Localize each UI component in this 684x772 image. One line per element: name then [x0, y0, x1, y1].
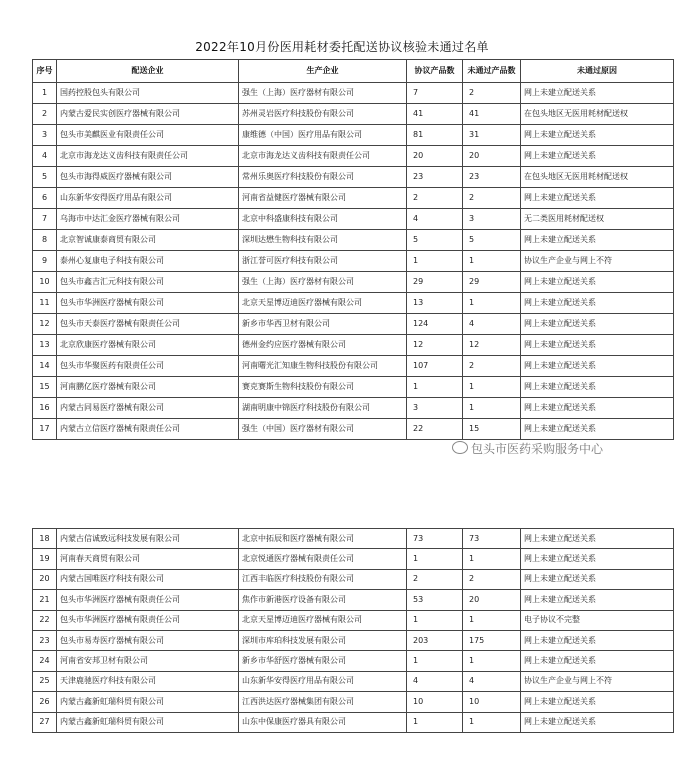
table-row: [33, 356, 674, 377]
table-row: [33, 83, 674, 104]
cell-seq: 18: [33, 529, 57, 549]
cell-distributor: 河南鹏亿医疗器械有限公司: [57, 377, 239, 398]
cell-seq: 16: [33, 398, 57, 419]
cell-distributor: 北京市海龙达义齿科技有限责任公司: [57, 146, 239, 167]
table-row: [33, 569, 674, 589]
cell-seq: 2: [33, 104, 57, 125]
cell-seq: 13: [33, 335, 57, 356]
cell-seq: 24: [33, 651, 57, 671]
cell-distributor: 包头市美麒医业有限责任公司: [57, 125, 239, 146]
cell-distributor: 包头市海得威医疗器械有限公司: [57, 167, 239, 188]
cell-manufacturer: 北京市海龙达义齿科技有限责任公司: [239, 146, 407, 167]
cell-seq: 3: [33, 125, 57, 146]
cell-reason: 网上未建立配送关系: [521, 569, 674, 589]
cell-failed-count: 73: [463, 529, 521, 549]
header-agreement-count: 协议产品数: [407, 60, 463, 83]
cell-failed-count: 1: [463, 712, 521, 732]
cell-failed-count: 20: [463, 590, 521, 610]
cell-seq: 12: [33, 314, 57, 335]
cell-failed-count: 1: [463, 251, 521, 272]
cell-failed-count: 12: [463, 335, 521, 356]
cell-agreement-count: 1: [407, 712, 463, 732]
cell-failed-count: 4: [463, 671, 521, 691]
cell-agreement-count: 2: [407, 569, 463, 589]
table-row: [33, 251, 674, 272]
cell-agreement-count: 73: [407, 529, 463, 549]
table-row: [33, 692, 674, 712]
cell-seq: 26: [33, 692, 57, 712]
cell-manufacturer: 江西丰临医疗科技股份有限公司: [239, 569, 407, 589]
cell-reason: 网上未建立配送关系: [521, 651, 674, 671]
cell-manufacturer: 德州金约应医疗器械有限公司: [239, 335, 407, 356]
cell-failed-count: 2: [463, 569, 521, 589]
cell-manufacturer: 河南曙光汇知康生物科技股份有限公司: [239, 356, 407, 377]
cell-distributor: 北京欣康医疗器械有限公司: [57, 335, 239, 356]
cell-distributor: 乌海市中达汇金医疗器械有限公司: [57, 209, 239, 230]
cell-reason: 网上未建立配送关系: [521, 712, 674, 732]
cell-failed-count: 4: [463, 314, 521, 335]
table-row: [33, 230, 674, 251]
cell-seq: 4: [33, 146, 57, 167]
cell-manufacturer: 强生（上海）医疗器材有限公司: [239, 83, 407, 104]
header-distributor: 配送企业: [57, 60, 239, 83]
cell-failed-count: 1: [463, 651, 521, 671]
cell-reason: 在包头地区无医用耗材配送权: [521, 104, 674, 125]
cell-seq: 5: [33, 167, 57, 188]
cell-agreement-count: 13: [407, 293, 463, 314]
cell-distributor: 河南省安邦卫材有限公司: [57, 651, 239, 671]
cell-failed-count: 1: [463, 377, 521, 398]
cell-seq: 14: [33, 356, 57, 377]
cell-distributor: 包头市鑫吉汇元科技有限公司: [57, 272, 239, 293]
cell-agreement-count: 203: [407, 630, 463, 650]
cell-failed-count: 175: [463, 630, 521, 650]
table-row: [33, 590, 674, 610]
cell-distributor: 包头市华聚医药有限责任公司: [57, 356, 239, 377]
table-row: [33, 272, 674, 293]
header-failed-count: 未通过产品数: [463, 60, 521, 83]
cell-failed-count: 10: [463, 692, 521, 712]
cell-reason: 网上未建立配送关系: [521, 314, 674, 335]
cell-distributor: 山东新华安得医疗用品有限公司: [57, 188, 239, 209]
cell-failed-count: 1: [463, 610, 521, 630]
cell-distributor: 包头市华洲医疗器械有限责任公司: [57, 610, 239, 630]
cell-failed-count: 15: [463, 419, 521, 440]
cell-failed-count: 2: [463, 356, 521, 377]
cell-failed-count: 2: [463, 188, 521, 209]
watermark: [452, 440, 603, 457]
cell-manufacturer: 深圳市库珀科技发展有限公司: [239, 630, 407, 650]
cell-failed-count: 1: [463, 293, 521, 314]
cell-seq: 1: [33, 83, 57, 104]
cell-manufacturer: 北京中科盛康科技有限公司: [239, 209, 407, 230]
cell-reason: 网上未建立配送关系: [521, 272, 674, 293]
header-seq: 序号: [33, 60, 57, 83]
cell-seq: 6: [33, 188, 57, 209]
cell-failed-count: 20: [463, 146, 521, 167]
cell-agreement-count: 1: [407, 251, 463, 272]
cell-distributor: 内蒙古国唯医疗科技有限公司: [57, 569, 239, 589]
cell-agreement-count: 2: [407, 188, 463, 209]
cell-manufacturer: 新乡市华西卫材有限公司: [239, 314, 407, 335]
cell-failed-count: 2: [463, 83, 521, 104]
cell-distributor: 天津鹿驰医疗科技有限公司: [57, 671, 239, 691]
cell-failed-count: 1: [463, 398, 521, 419]
cell-manufacturer: 赛克赛斯生物科技股份有限公司: [239, 377, 407, 398]
cell-failed-count: 23: [463, 167, 521, 188]
cell-manufacturer: 北京天星博迈迪医疗器械有限公司: [239, 610, 407, 630]
cell-seq: 7: [33, 209, 57, 230]
table-header-row: [33, 60, 674, 83]
cell-reason: 网上未建立配送关系: [521, 146, 674, 167]
cell-agreement-count: 23: [407, 167, 463, 188]
cell-distributor: 包头市华洲医疗器械有限公司: [57, 293, 239, 314]
cell-reason: 网上未建立配送关系: [521, 419, 674, 440]
table-row: [33, 529, 674, 549]
failed-list-table-part1: [32, 59, 674, 440]
cell-seq: 9: [33, 251, 57, 272]
cell-agreement-count: 124: [407, 314, 463, 335]
cell-reason: 网上未建立配送关系: [521, 335, 674, 356]
cell-distributor: 内蒙古鑫新虹瑞科贸有限公司: [57, 692, 239, 712]
page-title: 2022年10月份医用耗材委托配送协议核验未通过名单: [195, 40, 489, 54]
cell-manufacturer: 浙江誉可医疗科技有限公司: [239, 251, 407, 272]
cell-manufacturer: 焦作市新港医疗设备有限公司: [239, 590, 407, 610]
cell-manufacturer: 北京中拓辰和医疗器械有限公司: [239, 529, 407, 549]
cell-reason: 网上未建立配送关系: [521, 692, 674, 712]
table-row: [33, 209, 674, 230]
cell-distributor: 包头市易寿医疗器械有限公司: [57, 630, 239, 650]
cell-manufacturer: 北京悦通医疗器械有限责任公司: [239, 549, 407, 569]
cell-manufacturer: 山东中保康医疗器具有限公司: [239, 712, 407, 732]
cell-manufacturer: 常州乐奥医疗科技股份有限公司: [239, 167, 407, 188]
cell-reason: 网上未建立配送关系: [521, 356, 674, 377]
cell-distributor: 泰州心复康电子科技有限公司: [57, 251, 239, 272]
table-row: [33, 146, 674, 167]
cell-distributor: 内蒙古立信医疗器械有限责任公司: [57, 419, 239, 440]
cell-distributor: 内蒙古同易医疗器械有限公司: [57, 398, 239, 419]
cell-reason: 在包头地区无医用耗材配送权: [521, 167, 674, 188]
cell-agreement-count: 4: [407, 209, 463, 230]
cell-seq: 15: [33, 377, 57, 398]
cell-reason: 无二类医用耗材配送权: [521, 209, 674, 230]
table-row: [33, 651, 674, 671]
cell-reason: 网上未建立配送关系: [521, 377, 674, 398]
table-row: [33, 377, 674, 398]
cell-manufacturer: 河南省益健医疗器械有限公司: [239, 188, 407, 209]
cell-distributor: 国药控股包头有限公司: [57, 83, 239, 104]
cell-reason: 协议生产企业与网上不符: [521, 251, 674, 272]
cell-manufacturer: 新乡市华舒医疗器械有限公司: [239, 651, 407, 671]
cell-distributor: 内蒙古鑫新虹瑞科贸有限公司: [57, 712, 239, 732]
cell-agreement-count: 10: [407, 692, 463, 712]
cell-agreement-count: 3: [407, 398, 463, 419]
table-row: [33, 549, 674, 569]
cell-agreement-count: 29: [407, 272, 463, 293]
cell-distributor: 北京智诚康泰商贸有限公司: [57, 230, 239, 251]
table-row: [33, 167, 674, 188]
table-row: [33, 630, 674, 650]
cell-agreement-count: 4: [407, 671, 463, 691]
table-body-part1: [33, 83, 674, 440]
cell-distributor: 河南春天商贸有限公司: [57, 549, 239, 569]
cell-reason: 网上未建立配送关系: [521, 590, 674, 610]
cell-reason: 网上未建立配送关系: [521, 188, 674, 209]
cell-reason: 网上未建立配送关系: [521, 630, 674, 650]
table-row: [33, 398, 674, 419]
cell-failed-count: 1: [463, 549, 521, 569]
cell-reason: 网上未建立配送关系: [521, 230, 674, 251]
cell-seq: 25: [33, 671, 57, 691]
failed-list-table-part2: [32, 528, 674, 733]
cell-agreement-count: 7: [407, 83, 463, 104]
cell-failed-count: 31: [463, 125, 521, 146]
table-row: [33, 671, 674, 691]
cell-seq: 21: [33, 590, 57, 610]
table-row: [33, 335, 674, 356]
cell-distributor: 包头市天泰医疗器械有限责任公司: [57, 314, 239, 335]
cell-seq: 19: [33, 549, 57, 569]
cell-manufacturer: 强生（上海）医疗器材有限公司: [239, 272, 407, 293]
table-row: [33, 419, 674, 440]
table-row: [33, 610, 674, 630]
table-row: [33, 293, 674, 314]
cell-manufacturer: 深圳达懋生物科技有限公司: [239, 230, 407, 251]
cell-seq: 10: [33, 272, 57, 293]
table-row: [33, 188, 674, 209]
cell-distributor: 包头市华洲医疗器械有限责任公司: [57, 590, 239, 610]
cell-reason: 网上未建立配送关系: [521, 549, 674, 569]
cell-manufacturer: 苏州灵岩医疗科技股份有限公司: [239, 104, 407, 125]
cell-seq: 22: [33, 610, 57, 630]
cell-agreement-count: 12: [407, 335, 463, 356]
cell-agreement-count: 107: [407, 356, 463, 377]
cell-seq: 11: [33, 293, 57, 314]
cell-seq: 17: [33, 419, 57, 440]
cell-seq: 8: [33, 230, 57, 251]
cell-agreement-count: 1: [407, 651, 463, 671]
cell-agreement-count: 5: [407, 230, 463, 251]
cell-failed-count: 5: [463, 230, 521, 251]
cell-reason: 网上未建立配送关系: [521, 398, 674, 419]
cell-reason: 网上未建立配送关系: [521, 293, 674, 314]
cell-reason: 网上未建立配送关系: [521, 83, 674, 104]
cell-agreement-count: 41: [407, 104, 463, 125]
wechat-logo-icon: [452, 441, 468, 454]
cell-distributor: 内蒙古信诚致远科技发展有限公司: [57, 529, 239, 549]
header-manufacturer: 生产企业: [239, 60, 407, 83]
cell-reason: 协议生产企业与网上不符: [521, 671, 674, 691]
cell-agreement-count: 1: [407, 549, 463, 569]
watermark-text: 包头市医药采购服务中心: [471, 442, 604, 456]
cell-failed-count: 3: [463, 209, 521, 230]
cell-manufacturer: 江西洪达医疗器械集团有限公司: [239, 692, 407, 712]
cell-manufacturer: 湖南明康中锦医疗科技股份有限公司: [239, 398, 407, 419]
cell-failed-count: 41: [463, 104, 521, 125]
table-body-part2: [33, 529, 674, 733]
cell-manufacturer: 康维德（中国）医疗用品有限公司: [239, 125, 407, 146]
cell-agreement-count: 1: [407, 377, 463, 398]
cell-seq: 23: [33, 630, 57, 650]
cell-seq: 20: [33, 569, 57, 589]
cell-agreement-count: 20: [407, 146, 463, 167]
cell-agreement-count: 81: [407, 125, 463, 146]
cell-manufacturer: 强生（中国）医疗器材有限公司: [239, 419, 407, 440]
cell-seq: 27: [33, 712, 57, 732]
cell-agreement-count: 22: [407, 419, 463, 440]
cell-reason: 电子协议不完整: [521, 610, 674, 630]
table-row: [33, 712, 674, 732]
header-reason: 未通过原因: [521, 60, 674, 83]
cell-failed-count: 29: [463, 272, 521, 293]
cell-distributor: 内蒙古爱民实创医疗器械有限公司: [57, 104, 239, 125]
table-row: [33, 314, 674, 335]
cell-manufacturer: 山东新华安得医疗用品有限公司: [239, 671, 407, 691]
cell-agreement-count: 1: [407, 610, 463, 630]
table-row: [33, 104, 674, 125]
cell-reason: 网上未建立配送关系: [521, 529, 674, 549]
cell-agreement-count: 53: [407, 590, 463, 610]
table-row: [33, 125, 674, 146]
cell-reason: 网上未建立配送关系: [521, 125, 674, 146]
cell-manufacturer: 北京天星博迈迪医疗器械有限公司: [239, 293, 407, 314]
